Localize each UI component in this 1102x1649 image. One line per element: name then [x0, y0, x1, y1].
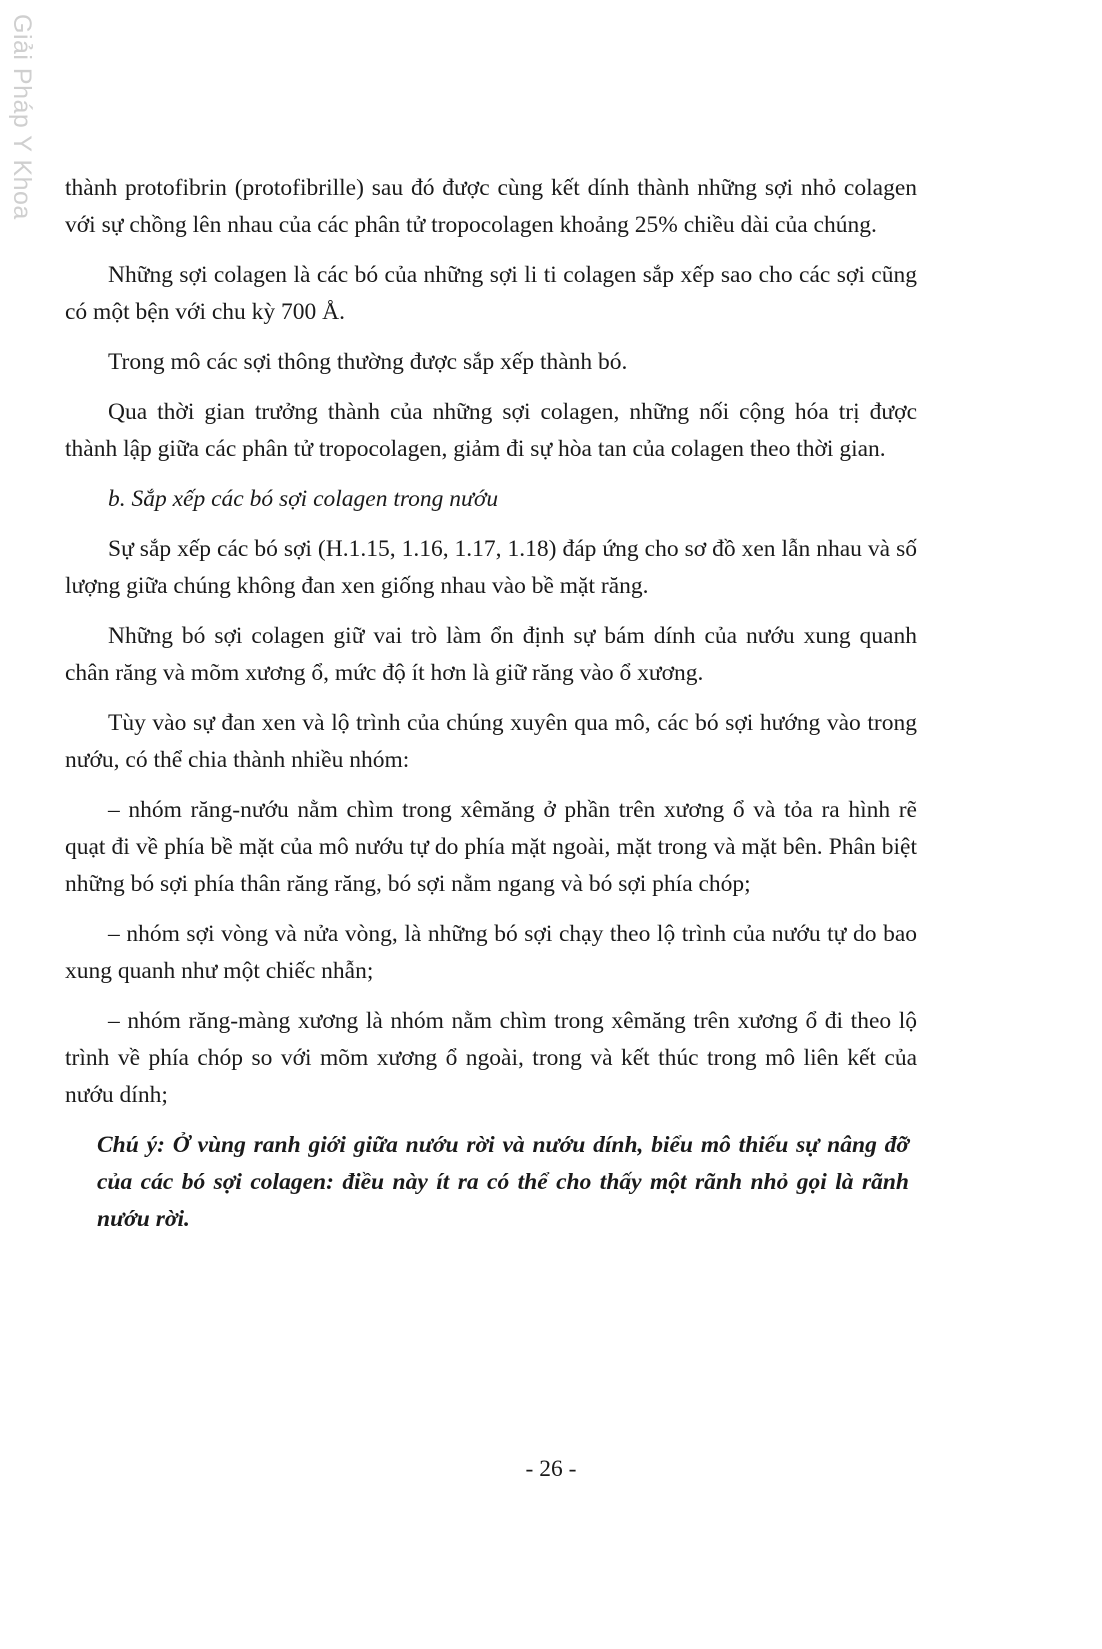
paragraph-maturation: Qua thời gian trưởng thành của những sợi colagen, những nối cộng hóa trị được thành lập giữa các phân tử tropocolagen, giảm đi sự hòa tan của colagen theo thời gian. — [65, 399, 917, 462]
paragraph-groups-intro: Tùy vào sự đan xen và lộ trình của chúng xuyên qua mô, các bó sợi hướng vào trong nướu, có thể chia thành nhiều nhóm: — [65, 710, 917, 773]
paragraph-protofibrin: thành protofibrin (protofibrille) sau đó được cùng kết dính thành những sợi nhỏ colagen với sự chồng lên nhau của các phân tử tropocolagen khoảng 25% chiều dài của chúng. — [65, 175, 917, 238]
section-subheading: b. Sắp xếp các bó sợi colagen trong nướu — [108, 486, 499, 512]
list-item-dentoperiosteal: – nhóm răng-màng xương là nhóm nằm chìm trong xêmăng trên xương ổ đi theo lộ trình về phía chóp so với mõm xương ổ ngoài, trong và kết thúc trong mô liên kết của nướu dính; — [65, 1008, 917, 1108]
list-item-dentogingival: – nhóm răng-nướu nằm chìm trong xêmăng ở phần trên xương ổ và tỏa ra hình rẽ quạt đi về phía bề mặt của mô nướu tự do phía mặt ngoài, mặt trong và mặt bên. Phân biệt những bó sợi phía thân răng răng, bó sợi nằm ngang và bó sợi phía chóp; — [65, 797, 917, 897]
page-body — [65, 170, 917, 1238]
note-paragraph: Chú ý: Ở vùng ranh giới giữa nướu rời và nướu dính, biểu mô thiếu sự nâng đỡ của các bó sợi colagen: điều này ít ra có thể cho thấy một rãnh nhỏ gọi là rãnh nướu rời. — [97, 1132, 909, 1232]
paragraph-stabilization: Những bó sợi colagen giữ vai trò làm ổn định sự bám dính của nướu xung quanh chân răng và mõm xương ổ, mức độ ít hơn là giữ răng vào ổ xương. — [65, 623, 917, 686]
paragraph-colagen-bundles: Những sợi colagen là các bó của những sợi li ti colagen sắp xếp sao cho các sợi cũng có một bện với chu kỳ 700 Å. — [65, 262, 917, 325]
page-number: - 26 - — [525, 1456, 577, 1482]
paragraph-tissue-bundles: Trong mô các sợi thông thường được sắp xếp thành bó. — [108, 349, 628, 375]
paragraph-arrangement: Sự sắp xếp các bó sợi (H.1.15, 1.16, 1.17, 1.18) đáp ứng cho sơ đồ xen lẫn nhau và số lượng giữa chúng không đan xen giống nhau vào bề mặt răng. — [65, 536, 917, 599]
watermark-text: Giải Pháp Y Khoa — [8, 14, 36, 220]
list-item-circular: – nhóm sợi vòng và nửa vòng, là những bó sợi chạy theo lộ trình của nướu tự do bao xung quanh như một chiếc nhẫn; — [65, 921, 917, 984]
